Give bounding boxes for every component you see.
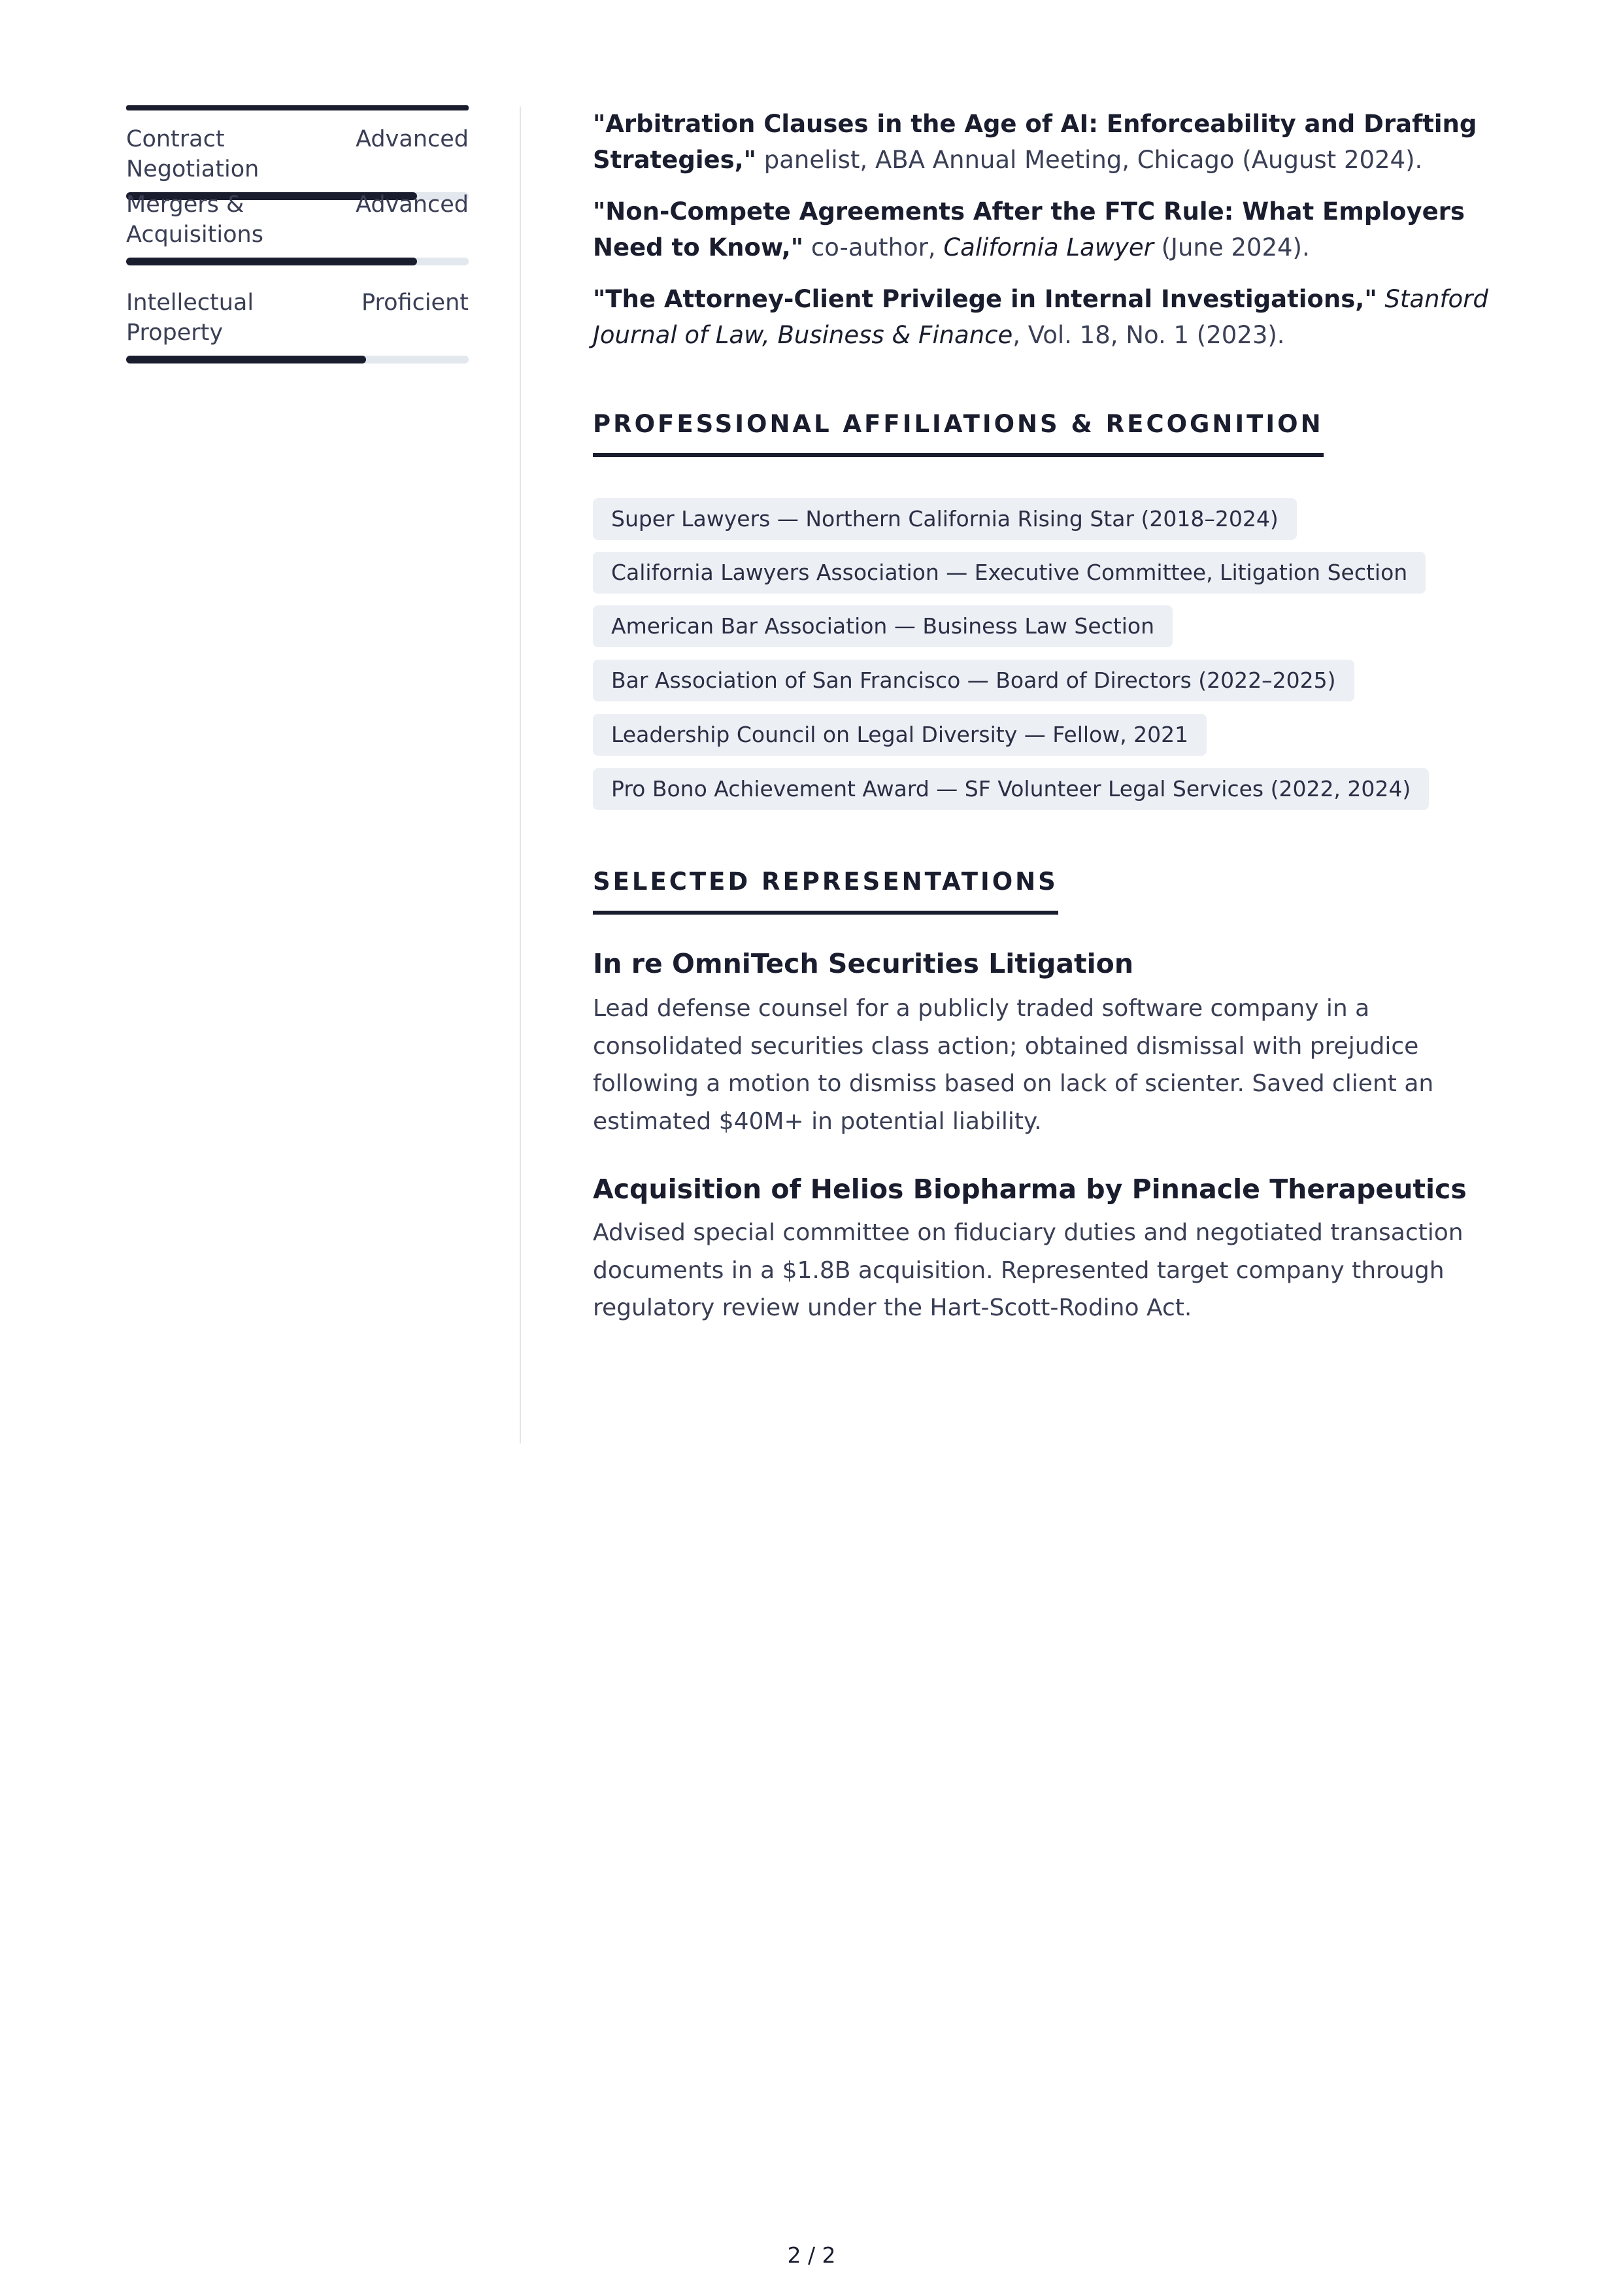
publication-detail: panelist, ABA Annual Meeting, Chicago (August 2024). bbox=[756, 146, 1423, 174]
publication-item bbox=[593, 194, 1508, 265]
skill-level: Advanced bbox=[356, 192, 469, 218]
affiliation-chip: California Lawyers Association — Executive Committee, Litigation Section bbox=[593, 552, 1426, 594]
skill-bar-fill bbox=[126, 356, 366, 363]
publication-item bbox=[593, 106, 1508, 178]
representations-heading: SELECTED REPRESENTATIONS bbox=[593, 868, 1058, 915]
representation-title: Acquisition of Helios Biopharma by Pinnacle Therapeutics bbox=[593, 1173, 1467, 1205]
publication-detail: , Vol. 18, No. 1 (2023). bbox=[1012, 321, 1285, 349]
representation-description: Advised special committee on fiduciary duties and negotiated transaction documents in a $1.8B acquisition. Represented target company through regulatory review under the Hart-Scott-Rodino Act. bbox=[593, 1219, 1464, 1321]
page-number: 2 / 2 bbox=[787, 2242, 836, 2268]
skill-item bbox=[126, 124, 469, 200]
representation-title: In re OmniTech Securities Litigation bbox=[593, 948, 1134, 979]
publication-detail: (June 2024). bbox=[1153, 233, 1310, 262]
skill-level: Advanced bbox=[356, 126, 469, 152]
skill-item bbox=[126, 288, 469, 363]
affiliation-chip: Pro Bono Achievement Award — SF Volunteer Legal Services (2022, 2024) bbox=[593, 768, 1429, 810]
publication-item bbox=[593, 281, 1508, 353]
column-divider bbox=[520, 107, 521, 1443]
skill-bar bbox=[126, 258, 469, 265]
representation-description: Lead defense counsel for a publicly traded software company in a consolidated securities class action; obtained dismissal with prejudice following a motion to dismiss based on lack of scienter. Saved client an estimated $40M+ in potential liability. bbox=[593, 995, 1434, 1135]
skill-name: Mergers & Acquisitions bbox=[126, 192, 263, 248]
publication-venue: California Lawyer bbox=[943, 233, 1154, 262]
sidebar-top-rule bbox=[126, 105, 469, 110]
affiliation-chip: American Bar Association — Business Law Section bbox=[593, 605, 1173, 647]
publication-title: "Non-Compete Agreements After the FTC Rule: What Employers Need to Know," bbox=[593, 197, 1465, 262]
skill-bar-fill bbox=[126, 258, 417, 265]
skill-name: Contract Negotiation bbox=[126, 126, 259, 182]
skill-item bbox=[126, 190, 469, 265]
skill-level: Proficient bbox=[361, 290, 469, 316]
publication-title: "The Attorney-Client Privilege in Internal Investigations," bbox=[593, 285, 1377, 313]
skill-bar bbox=[126, 356, 469, 363]
affiliation-chip: Bar Association of San Francisco — Board of Directors (2022–2025) bbox=[593, 660, 1354, 701]
publication-venue: Stanford Journal of Law, Business & Finance bbox=[593, 285, 1488, 349]
affiliations-heading: PROFESSIONAL AFFILIATIONS & RECOGNITION bbox=[593, 410, 1324, 457]
affiliation-chip: Super Lawyers — Northern California Rising Star (2018–2024) bbox=[593, 498, 1297, 540]
affiliation-chip: Leadership Council on Legal Diversity — Fellow, 2021 bbox=[593, 714, 1207, 756]
publication-title: "Arbitration Clauses in the Age of AI: Enforceability and Drafting Strategies," bbox=[593, 110, 1477, 174]
publication-detail: co-author, bbox=[803, 233, 944, 262]
skill-name: Intellectual Property bbox=[126, 290, 254, 346]
